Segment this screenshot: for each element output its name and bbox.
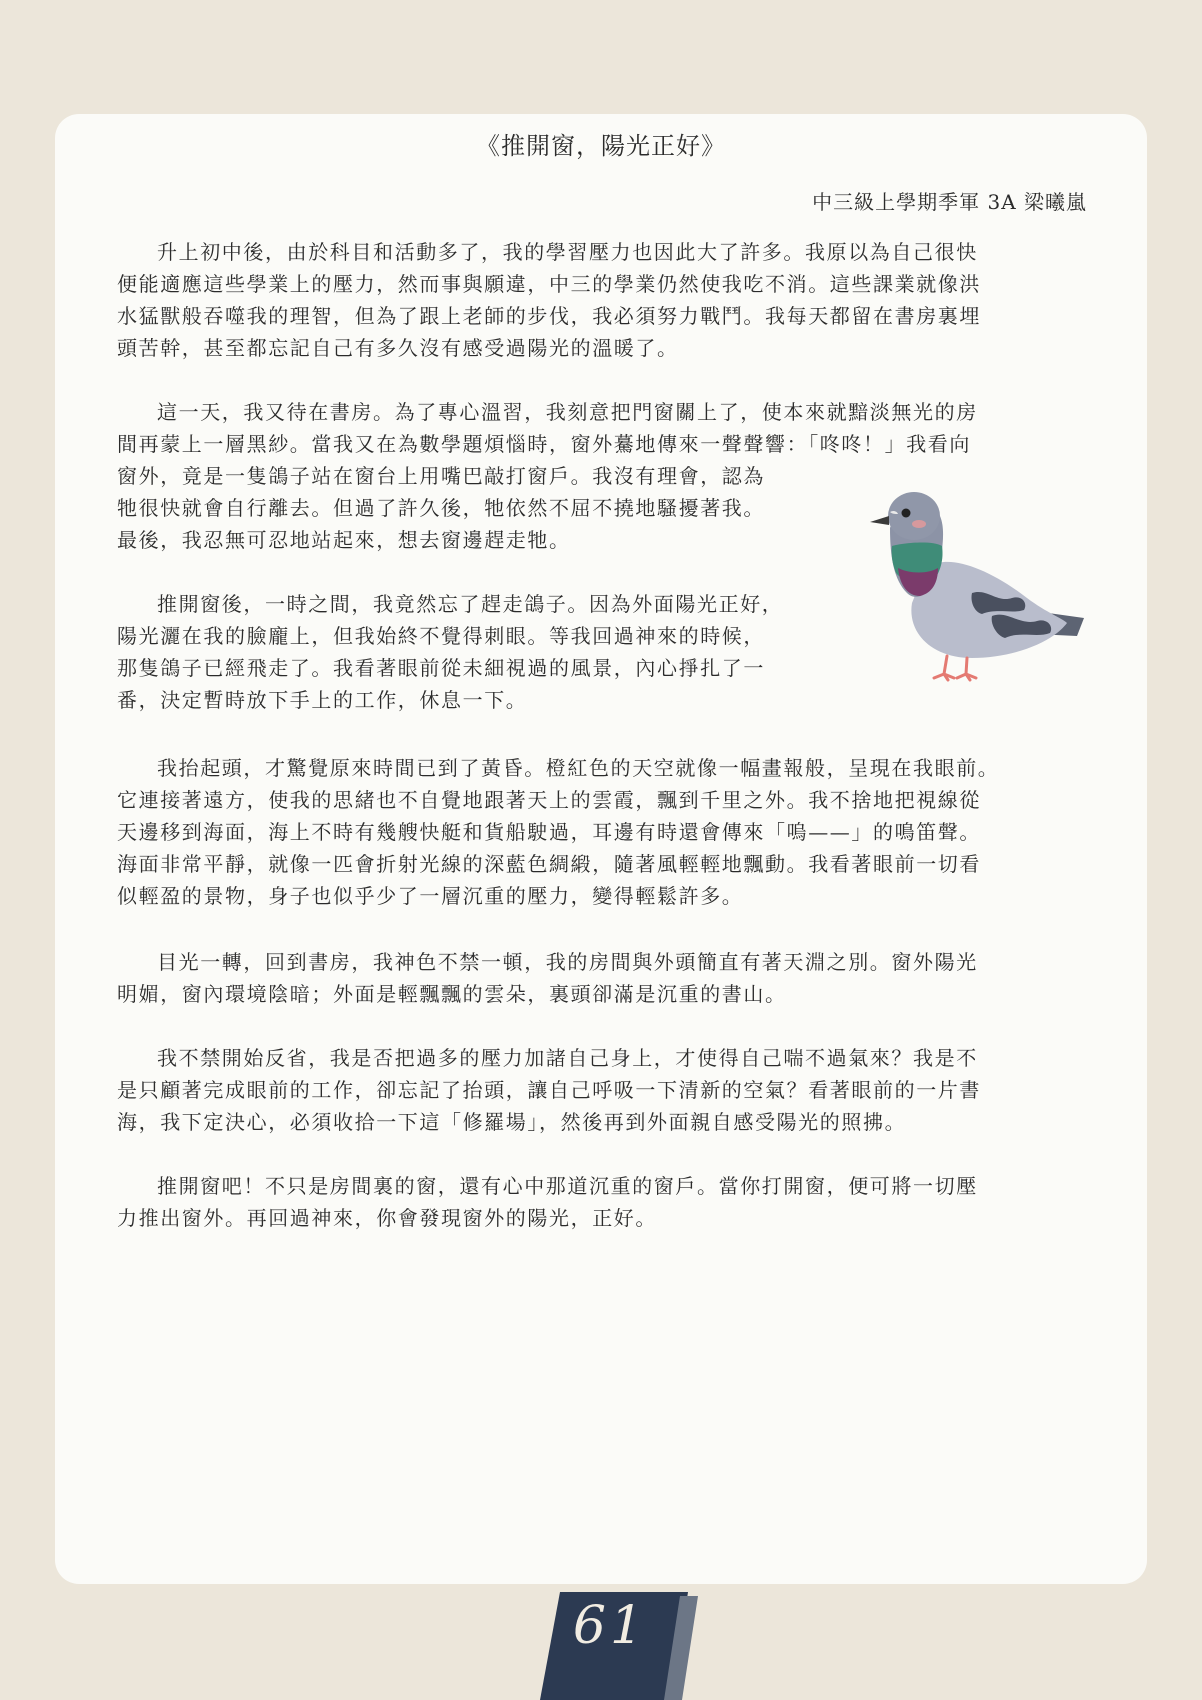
paragraph-2 xyxy=(117,396,1085,460)
paragraph-line: 牠很快就會自行離去。但過了許久後，牠依然不屈不撓地騷擾著我。 xyxy=(117,496,765,520)
paragraph-line: 天邊移到海面，海上不時有幾艘快艇和貨船駛過，耳邊有時還會傳來「嗚——」的鳴笛聲。 xyxy=(117,820,981,844)
paragraph-6 xyxy=(117,1042,1085,1138)
paragraph-line: 明媚，窗內環境陰暗；外面是輕飄飄的雲朵，裏頭卻滿是沉重的書山。 xyxy=(117,982,787,1006)
paragraph-4 xyxy=(117,752,1085,912)
essay-title: 《推開窗，陽光正好》 xyxy=(476,132,726,160)
paragraph-line: 便能適應這些學業上的壓力，然而事與願違，中三的學業仍然使我吃不消。這些課業就像洪 xyxy=(117,272,981,296)
paragraph-line: 陽光灑在我的臉龐上，但我始終不覺得刺眼。等我回過神來的時候， xyxy=(117,624,765,648)
paragraph-line: 升上初中後，由於科目和活動多了，我的學習壓力也因此大了許多。我原以為自己很快 xyxy=(157,240,978,264)
paragraph-7 xyxy=(117,1170,1085,1234)
paragraph-3 xyxy=(117,588,845,716)
paragraph-line: 力推出窗外。再回過神來，你會發現窗外的陽光，正好。 xyxy=(117,1206,657,1230)
paragraph-line: 推開窗後，一時之間，我竟然忘了趕走鴿子。因為外面陽光正好， xyxy=(157,592,784,616)
paragraph-1 xyxy=(117,236,1085,364)
paragraph-line: 海，我下定決心，必須收拾一下這「修羅場」，然後再到外面親自感受陽光的照拂。 xyxy=(117,1110,907,1134)
paragraph-line: 似輕盈的景物，身子也似乎少了一層沉重的壓力，變得輕鬆許多。 xyxy=(117,884,744,908)
paragraph-line: 它連接著遠方，使我的思緒也不自覺地跟著天上的雲霞，飄到千里之外。我不捨地把視線從 xyxy=(117,788,981,812)
paragraph-line: 那隻鴿子已經飛走了。我看著眼前從未細視過的風景，內心掙扎了一 xyxy=(117,656,765,680)
essay-author: 中三級上學期季軍 3A 梁曦嵐 xyxy=(812,190,1087,214)
paragraph-2-continued xyxy=(117,460,845,556)
paragraph-5 xyxy=(117,946,1085,1010)
paragraph-line: 窗外，竟是一隻鴿子站在窗台上用嘴巴敲打窗戶。我沒有理會，認為 xyxy=(117,464,765,488)
paragraph-line: 我不禁開始反省，我是否把過多的壓力加諸自己身上，才使得自己喘不過氣來？我是不 xyxy=(157,1046,978,1070)
page-number: 61 xyxy=(572,1596,648,1656)
paragraph-line: 最後，我忍無可忍地站起來，想去窗邊趕走牠。 xyxy=(117,528,571,552)
paragraph-line: 是只顧著完成眼前的工作，卻忘記了抬頭，讓自己呼吸一下清新的空氣？看著眼前的一片書 xyxy=(117,1078,981,1102)
paragraph-line: 間再蒙上一層黑紗。當我又在為數學題煩惱時，窗外驀地傳來一聲聲響：「咚咚！」我看向 xyxy=(117,432,971,456)
paragraph-line: 我抬起頭，才驚覺原來時間已到了黃昏。橙紅色的天空就像一幅畫報般，呈現在我眼前。 xyxy=(157,756,1000,780)
pigeon-illustration xyxy=(862,468,1092,688)
paragraph-line: 目光一轉，回到書房，我神色不禁一頓，我的房間與外頭簡直有著天淵之別。窗外陽光 xyxy=(157,950,978,974)
paragraph-line: 水猛獸般吞噬我的理智，但為了跟上老師的步伐，我必須努力戰鬥。我每天都留在書房裏埋 xyxy=(117,304,981,328)
paragraph-line: 番，決定暫時放下手上的工作，休息一下。 xyxy=(117,688,528,712)
paragraph-line: 推開窗吧！不只是房間裏的窗，還有心中那道沉重的窗戶。當你打開窗，便可將一切壓 xyxy=(157,1174,978,1198)
paragraph-line: 這一天，我又待在書房。為了專心溫習，我刻意把門窗關上了，使本來就黯淡無光的房 xyxy=(157,400,978,424)
paragraph-line: 海面非常平靜，就像一匹會折射光線的深藍色綢緞，隨著風輕輕地飄動。我看著眼前一切看 xyxy=(117,852,981,876)
paragraph-line: 頭苦幹，甚至都忘記自己有多久沒有感受過陽光的溫暖了。 xyxy=(117,336,679,360)
